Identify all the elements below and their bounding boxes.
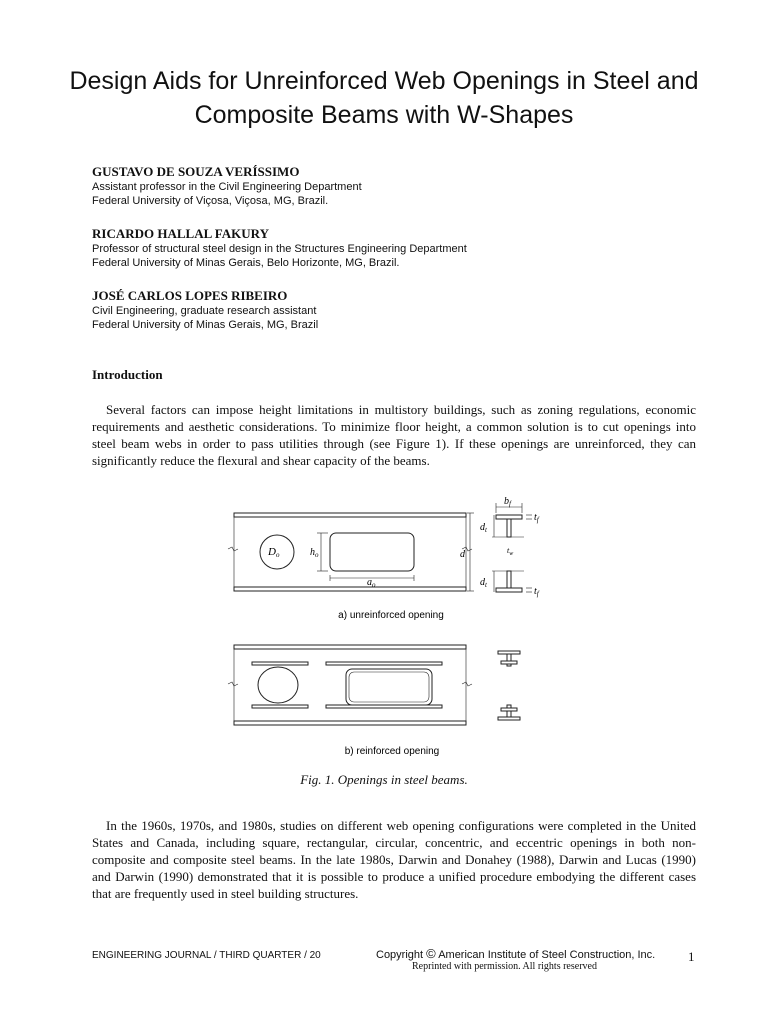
symbol-dt-top: $d_t$	[480, 522, 487, 534]
symbol-tf-bottom: $t_f$	[534, 586, 539, 598]
author-affiliation: Federal University of Minas Gerais, MG, Brazil	[92, 319, 319, 331]
paper-title: Design Aids for Unreinforced Web Openings in Steel and Composite Beams with W-Shapes	[69, 67, 699, 129]
symbol-bf: $b_f$	[504, 496, 511, 508]
author-affiliation: Federal University of Viçosa, Viçosa, MG, Brazil.	[92, 195, 329, 207]
page-number: 1	[688, 949, 695, 964]
symbol-Do: Do	[268, 546, 280, 559]
symbol-ao: $a_o$	[367, 577, 376, 589]
figure-caption: Fig. 1. Openings in steel beams.	[300, 772, 468, 787]
author-block-2	[92, 226, 712, 270]
symbol-tf-top: $t_f$	[534, 512, 539, 524]
author-block-1	[92, 164, 712, 208]
copyright-prefix: Copyright	[376, 949, 424, 961]
paragraph-1: Several factors can impose height limitations in multistory buildings, such as zoning regulations, economic requirements and aesthetic considerations. To minimize floor height, a common solution is to cut openings into steel beam webs in order to pass utilities through (see Figure 1). If these openings are unreinforced, they can significantly reduce the flexural and shear capacity of the beams.	[92, 402, 696, 468]
footer-reprint: Reprinted with permission. All rights reserved	[412, 961, 597, 972]
section-heading: Introduction	[92, 367, 163, 382]
author-affiliation: Assistant professor in the Civil Engineering Department	[92, 181, 362, 193]
symbol-tw: $t_w$	[507, 546, 514, 557]
author-name: JOSÉ CARLOS LOPES RIBEIRO	[92, 288, 288, 303]
author-name: RICARDO HALLAL FAKURY	[92, 226, 269, 241]
symbol-d: d	[460, 549, 465, 560]
paragraph-2: In the 1960s, 1970s, and 1980s, studies on different web opening configurations were completed in the United States and Canada, including square, rectangular, circular, concentric, and eccentric openings in both non-composite and composite steel beams. In the late 1980s, Darwin and Donahey (1988), Darwin and Lucas (1990) and Darwin (1990) demonstrated that it is possible to produce a unified procedure embodying the different cases that are frequently used in steel building structures.	[92, 818, 696, 901]
symbol-ho: $h_o$	[310, 547, 319, 559]
footer-journal: ENGINEERING JOURNAL / THIRD QUARTER / 20	[92, 950, 321, 961]
figure-label-a: a) unreinforced opening	[338, 610, 444, 621]
copyright-text: American Institute of Steel Construction, Inc.	[438, 949, 656, 961]
author-affiliation: Federal University of Minas Gerais, Belo Horizonte, MG, Brazil.	[92, 257, 400, 269]
beam-diagram	[224, 495, 554, 765]
symbol-dt-bottom: $d_t$	[480, 577, 487, 589]
figure-label-b: b) reinforced opening	[344, 746, 440, 757]
author-affiliation: Professor of structural steel design in the Structures Engineering Department	[92, 243, 467, 255]
author-affiliation: Civil Engineering, graduate research assistant	[92, 305, 317, 317]
author-block-3	[92, 288, 712, 332]
footer-copyright	[376, 946, 655, 961]
copyright-icon: ©	[426, 946, 436, 961]
figure-openings	[224, 495, 554, 765]
author-name: GUSTAVO DE SOUZA VERÍSSIMO	[92, 164, 300, 179]
